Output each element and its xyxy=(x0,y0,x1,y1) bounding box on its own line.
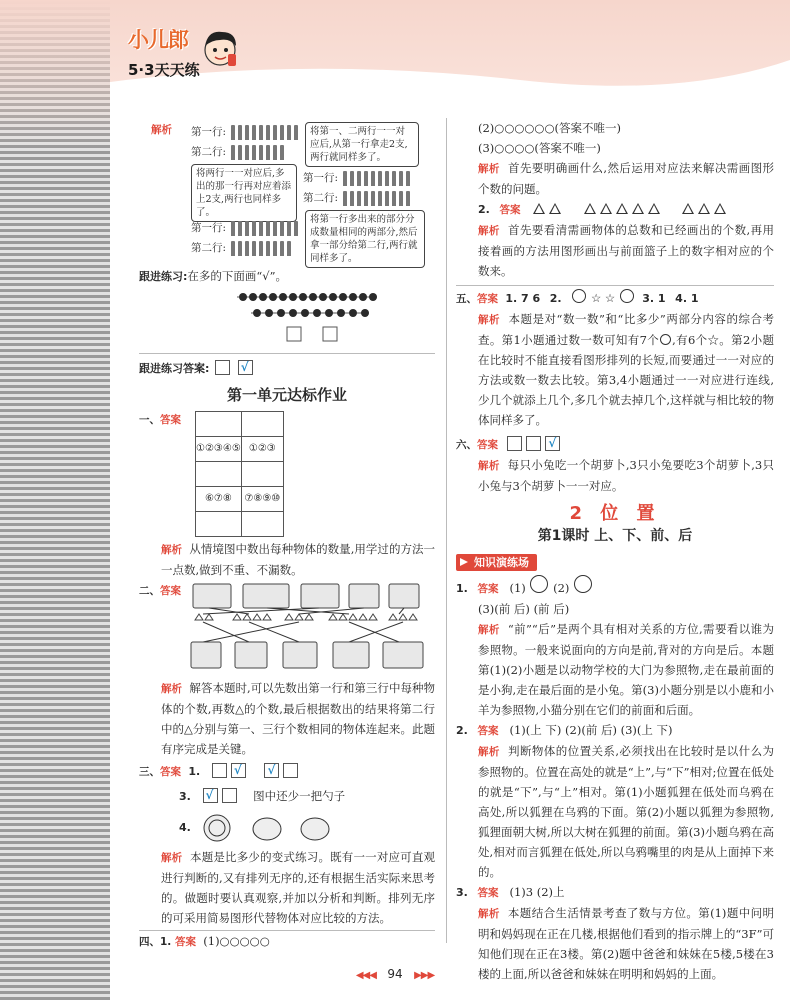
k1-analysis: 解析 “前”“后”是两个具有相对关系的方位,需要看以谁为参照物。一般来说面向的方向是前,背对的方向是后。本题第(1)(2)小题是以动物学校的大门为参照物,走在最前面的是小狗,走在最后面的是小兔。第(3)小题分别是以小鹿和小羊为参照物,小猫分别在它们的前面和后面。 xyxy=(478,622,775,717)
grid-cell xyxy=(241,462,283,487)
q6-box xyxy=(526,436,541,451)
q1-analysis: 解析 从情境图中数出每种物体的数量,用学过的方法一一点数,做到不重、不漏数。 xyxy=(161,542,436,577)
row-label-2: 第二行: xyxy=(191,146,227,158)
column-divider xyxy=(446,118,447,943)
q6-box xyxy=(507,436,522,451)
q3-box xyxy=(222,788,237,803)
question-2 xyxy=(139,580,435,678)
follow-up-practice xyxy=(139,266,435,287)
answer-box-checked xyxy=(238,360,253,375)
q3-box xyxy=(283,763,298,778)
right-question-2: 2. 答案 xyxy=(456,199,774,220)
q4-answer-text: (1)○○○○○ xyxy=(203,934,270,948)
pencil-row-5 xyxy=(231,221,301,236)
speech-bubble-c: 将第一行多出来的部分分成数量相同的两部分,然后拿一部分给第二行,两行就同样多了。 xyxy=(305,210,425,268)
q3-analysis-tag: 解析 xyxy=(161,852,183,864)
grid-cell xyxy=(196,462,242,487)
k-question-2: 2. 答案 (1)(上 下) (2)(前 后) (3)(上 下) xyxy=(456,723,673,737)
q2-answer-tag: 答案 xyxy=(160,585,181,597)
speech-bubble-b: 将两行一一对应后,多出的那一行再对应着添上2支,两行也同样多了。 xyxy=(191,164,297,222)
side-stripes xyxy=(0,0,110,1000)
row-label-6: 第二行: xyxy=(191,242,227,254)
k1-answer-3: (3)(前 后) (前 后) xyxy=(478,602,570,616)
question-4 xyxy=(139,930,435,952)
speech-bubble-a: 将第一、二两行一一对应后,从第一行拿走2支,两行就同样多了。 xyxy=(305,122,419,167)
animal-icon xyxy=(530,575,548,593)
right-analysis-2: 解析 首先要看清需画物体的总数和已经画出的个数,再用接着画的方法用图形画出与前面篮子上的数字相对应的个数来。 xyxy=(478,223,775,278)
left-column xyxy=(139,118,435,952)
triangle-icon xyxy=(714,203,726,214)
page-number: 94 xyxy=(387,967,403,981)
pencil-row-2 xyxy=(231,145,287,160)
matching-figure xyxy=(189,580,429,676)
grid-cell xyxy=(196,412,242,437)
unit-homework-title: 第一单元达标作业 xyxy=(226,386,347,404)
q3-answer-tag: 答案 xyxy=(160,766,181,778)
row-label-3: 第一行: xyxy=(303,172,339,184)
grid-cell xyxy=(241,512,283,537)
question-5: 五、答案 1. 7 6 2. ☆ ☆ 3. 1 4. 1 xyxy=(456,285,774,309)
triangle-icon xyxy=(698,203,710,214)
animal-faces-figure xyxy=(201,813,341,843)
q3-analysis: 解析 本题是比多少的变式练习。既有一一对应可直观进行判断的,又有排列无序的,还有根据生活实际来思考的。做题时要认真观察,并加以分析和判断。排列无序的可采用简易图形代替物体对应比较的方法。 xyxy=(161,850,436,925)
q1-num: 一、 xyxy=(139,414,160,426)
triangle-icon xyxy=(584,203,596,214)
bead-strings-figure xyxy=(139,287,435,347)
triangle-icon xyxy=(648,203,660,214)
triangle-icon xyxy=(616,203,628,214)
answer-box-empty xyxy=(215,360,230,375)
right-analysis-1: 解析 首先要明确画什么,然后运用对应法来解决需画图形个数的问题。 xyxy=(478,161,775,196)
k-question-1: 1. 答案 (1) (2) xyxy=(456,575,774,599)
triangle-icon xyxy=(549,203,561,214)
triangle-icon xyxy=(682,203,694,214)
page-footer xyxy=(0,964,790,986)
logo-title: 小儿郎 xyxy=(128,28,188,52)
grid-cell: ①②③④⑤ xyxy=(196,437,242,462)
star-icon: ☆ xyxy=(707,333,720,347)
row-label-4: 第二行: xyxy=(303,192,339,204)
knowledge-practice-label: 知识演练场 xyxy=(456,554,537,571)
circle-icon xyxy=(572,289,586,303)
q2-analysis-tag: 解析 xyxy=(161,683,183,695)
right-answer-line-1: (2)○○○○○○(答案不唯一) xyxy=(478,121,621,135)
q5-analysis: 解析 本题是对“数一数”和“比多少”两部分内容的综合考查。第1小题通过数一数可知有7个 ,有6个☆。第2小题在比较时不能直接看图形排列的长短,而要通过一一对应的方法或数一数去比较。第3,4小题通过一一对应进行连线,少几个就添上几个,多几个就去掉几个,这样就与相比较的物体同样多了。 xyxy=(478,312,775,427)
row-label-5: 第一行: xyxy=(191,222,227,234)
circle-icon xyxy=(620,289,634,303)
unit-title: 2 位 置 xyxy=(569,503,661,524)
follow-up-text: 在多的下面画“√”。 xyxy=(187,269,287,283)
q6-box-checked xyxy=(545,436,560,451)
q3-box xyxy=(212,763,227,778)
pencil-row-1 xyxy=(231,125,301,140)
q1-answer-tag: 答案 xyxy=(160,414,181,426)
mascot-boy-icon xyxy=(198,24,242,72)
follow-up-answer xyxy=(139,353,435,379)
animal-icon xyxy=(574,575,592,593)
q3-box-checked xyxy=(231,763,246,778)
k2-analysis: 解析 判断物体的位置关系,必须找出在比较时是以什么为参照物的。位置在高处的就是“上”,与“下”相对;位置在低处的就是“下”,与“上”相对。第(1)小题狐狸在低处而乌鸦在高处,所以狐狸在乌鸦的下面。第(2)小题以狐狸为参照物,狐狸面朝大树,所以大树在狐狸的前面。第(3)小题乌鸦在高处,相对而言狐狸在低处,所以乌鸦嘴里的肉是从上面掉下来的。 xyxy=(478,744,775,879)
pencil-row-3 xyxy=(343,171,413,186)
figure-pencil-rows xyxy=(139,118,435,266)
q4-num: 四、1. xyxy=(139,936,172,948)
star-icon: ☆ xyxy=(590,291,602,305)
grid-cell xyxy=(196,512,242,537)
grid-cell: ①②③ xyxy=(241,437,283,462)
pencil-row-6 xyxy=(231,241,294,256)
pencil-row-4 xyxy=(343,191,413,206)
q3-num: 三、 xyxy=(139,766,160,778)
triangle-icon xyxy=(632,203,644,214)
q6-analysis: 解析 每只小兔吃一个胡萝卜,3只小兔要吃3个胡萝卜,3只小兔与3个胡萝卜一一对应。 xyxy=(478,458,775,493)
right-column xyxy=(456,118,774,984)
triangle-icon xyxy=(600,203,612,214)
next-arrows-icon: ▶▶▶ xyxy=(414,970,435,981)
k3-analysis: 解析 本题结合生活情景考查了数与方位。第(1)题中问明明和妈妈现在正在几楼,根据他们看到的指示牌上的“3F”可知他们现在正在3楼。第(2)题中爸爸和妹妹在5楼,5楼在3楼的上面,所以爸爸和妹妹在明明和妈妈的上面。 xyxy=(478,906,775,981)
question-3: 三、答案 1. √ √ 3. √ 图中还少一把勺子 4. xyxy=(139,761,435,847)
lesson-title: 第1课时 上、下、前、后 xyxy=(537,528,693,544)
grid-cell xyxy=(241,412,283,437)
row-label-1: 第一行: xyxy=(191,126,227,138)
prev-arrows-icon: ◀◀◀ xyxy=(355,970,376,981)
counting-grid xyxy=(195,411,284,537)
follow-up-answer-label: 跟进练习答案: xyxy=(139,362,210,375)
right-answer-line-2: (3)○○○○(答案不唯一) xyxy=(478,141,601,155)
k-question-3: 3. 答案 (1)3 (2)上 xyxy=(456,885,565,899)
q3-item3-text: 图中还少一把勺子 xyxy=(253,789,346,803)
q2-analysis: 解析 解答本题时,可以先数出第一行和第三行中每种物体的个数,再数△的个数,最后根据数出的结果将第二行中的△分别与第一、三行个数相同的物体连起来。此题有序完成是关键。 xyxy=(161,681,436,756)
q3-box-checked xyxy=(203,788,218,803)
question-6: 六、答案 √ xyxy=(456,434,774,455)
grid-cell: ⑦⑧⑨⑩ xyxy=(241,487,283,512)
q1-analysis-tag: 解析 xyxy=(161,544,183,556)
logo-subtitle: 5·3天天练 xyxy=(128,61,200,79)
star-icon: ☆ xyxy=(604,291,616,305)
logo xyxy=(128,30,238,100)
q4-answer-tag: 答案 xyxy=(174,936,196,948)
circle-icon xyxy=(660,334,671,345)
header-wave xyxy=(0,60,790,120)
q3-box-checked xyxy=(264,763,279,778)
analysis-tag: 解析 xyxy=(151,124,172,136)
q2-num: 二、 xyxy=(139,585,160,597)
question-1 xyxy=(139,409,435,539)
triangle-icon xyxy=(533,203,545,214)
grid-cell: ⑥⑦⑧ xyxy=(196,487,242,512)
follow-up-label: 跟进练习: xyxy=(139,270,188,283)
